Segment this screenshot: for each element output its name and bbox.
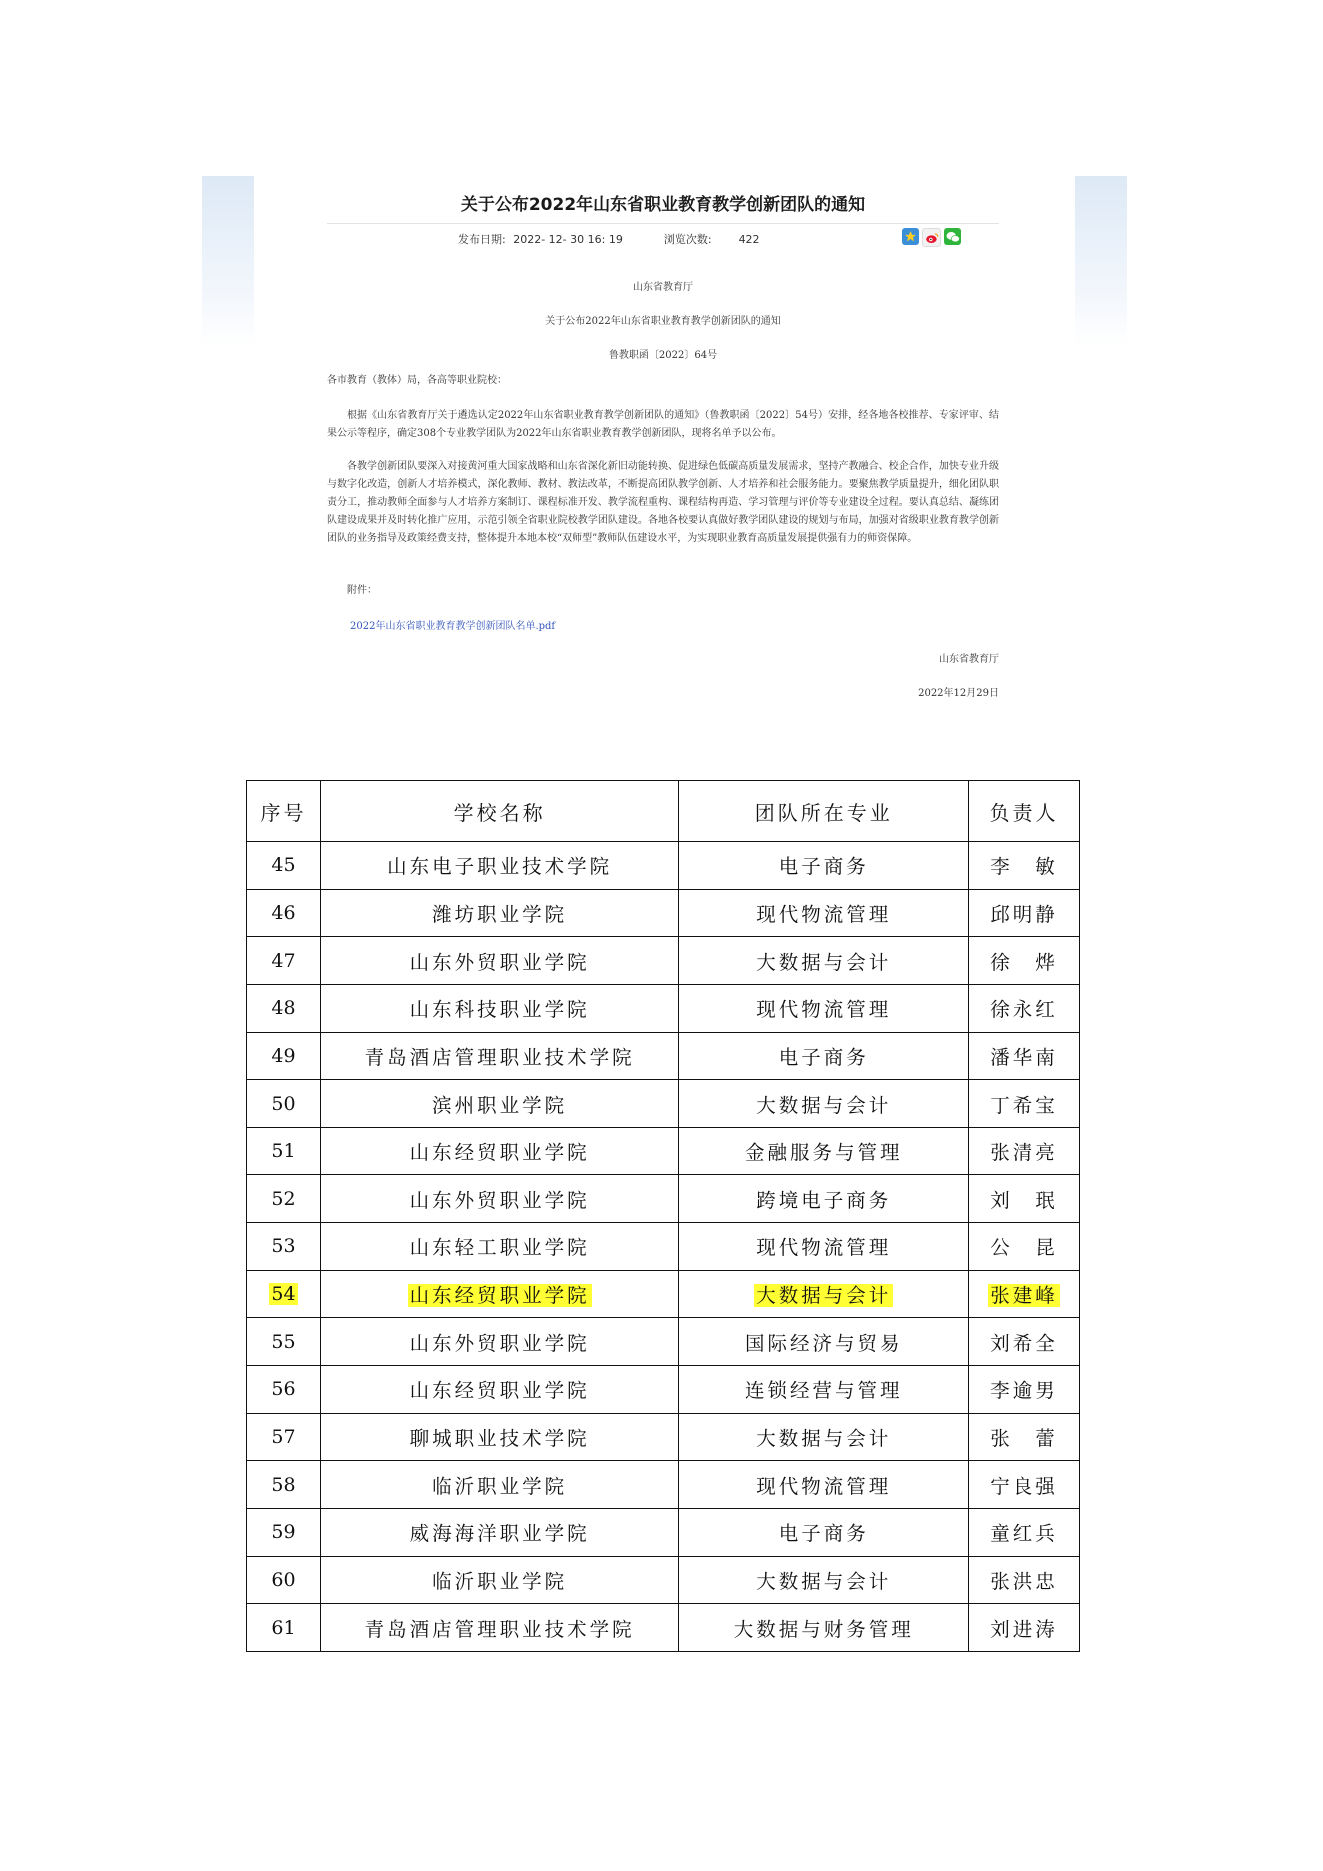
highlight-mark: 张建峰 <box>990 1284 1058 1308</box>
paragraph-1: 根据《山东省教育厅关于遴选认定2022年山东省职业教育教学创新团队的通知》（鲁教职函〔2022〕54号）安排，经各地各校推荐、专家评审、结果公示等程序，确定308个专业教学团队为2022年山东省职业教育教学创新团队，现将名单予以公布。 <box>327 410 999 439</box>
cell-leader: 张洪忠 <box>969 1556 1080 1604</box>
signature-date: 2022年12月29日 <box>918 688 999 699</box>
cell-leader: 刘进涛 <box>969 1604 1080 1652</box>
cell-leader <box>969 1270 1080 1318</box>
cell-index: 51 <box>247 1127 321 1175</box>
cell-index: 52 <box>247 1175 321 1223</box>
cell-leader: 公 昆 <box>969 1223 1080 1271</box>
table-row <box>247 1032 1080 1080</box>
cell-school: 临沂职业学院 <box>320 1461 679 1509</box>
cell-index: 60 <box>247 1556 321 1604</box>
table-row <box>247 1223 1080 1271</box>
cell-leader: 宁良强 <box>969 1461 1080 1509</box>
publish-date-label: 发布日期: <box>458 233 506 246</box>
cell-major: 现代物流管理 <box>679 984 969 1032</box>
cell-index: 56 <box>247 1366 321 1414</box>
cell-school: 青岛酒店管理职业技术学院 <box>320 1604 679 1652</box>
cell-leader: 张清亮 <box>969 1127 1080 1175</box>
table-header-row <box>247 781 1080 842</box>
cell-index: 59 <box>247 1508 321 1556</box>
header-index: 序号 <box>247 781 321 842</box>
cell-school: 山东轻工职业学院 <box>320 1223 679 1271</box>
cell-school: 山东外贸职业学院 <box>320 1318 679 1366</box>
cell-school: 潍坊职业学院 <box>320 889 679 937</box>
notice-subtitle: 关于公布2022年山东省职业教育教学创新团队的通知 <box>545 316 781 327</box>
cell-major: 连锁经营与管理 <box>679 1366 969 1414</box>
cell-index: 50 <box>247 1080 321 1128</box>
cell-school: 山东科技职业学院 <box>320 984 679 1032</box>
cell-index: 45 <box>247 842 321 890</box>
wechat-icon[interactable] <box>944 228 961 245</box>
cell-leader: 刘 珉 <box>969 1175 1080 1223</box>
cell-major: 跨境电子商务 <box>679 1175 969 1223</box>
highlight-mark: 大数据与会计 <box>756 1284 892 1308</box>
table-row <box>247 1413 1080 1461</box>
cell-major: 金融服务与管理 <box>679 1127 969 1175</box>
signature: 山东省教育厅 <box>939 654 999 665</box>
cell-major: 电子商务 <box>679 1508 969 1556</box>
cell-major: 国际经济与贸易 <box>679 1318 969 1366</box>
cell-index: 57 <box>247 1413 321 1461</box>
title-divider <box>327 223 999 224</box>
cell-school: 威海海洋职业学院 <box>320 1508 679 1556</box>
cell-major: 现代物流管理 <box>679 1461 969 1509</box>
salutation: 各市教育（教体）局，各高等职业院校： <box>327 375 507 386</box>
weibo-icon[interactable] <box>922 228 941 247</box>
publish-date: 2022- 12- 30 16: 19 <box>513 233 623 246</box>
attachment-label: 附件： <box>347 585 377 596</box>
cell-school: 山东外贸职业学院 <box>320 937 679 985</box>
cell-leader: 邱明静 <box>969 889 1080 937</box>
attachment-link[interactable]: 2022年山东省职业教育教学创新团队名单.pdf <box>350 621 556 632</box>
table-row <box>247 889 1080 937</box>
cell-leader: 徐永红 <box>969 984 1080 1032</box>
table-row <box>247 1127 1080 1175</box>
cell-leader: 张 蕾 <box>969 1413 1080 1461</box>
cell-index: 61 <box>247 1604 321 1652</box>
header-school: 学校名称 <box>320 781 679 842</box>
article-title: 关于公布2022年山东省职业教育教学创新团队的通知 <box>460 195 866 215</box>
cell-school: 山东电子职业技术学院 <box>320 842 679 890</box>
document-number: 鲁教职函〔2022〕64号 <box>608 350 718 361</box>
highlight-mark: 山东经贸职业学院 <box>409 1284 590 1308</box>
cell-index: 46 <box>247 889 321 937</box>
cell-school: 聊城职业技术学院 <box>320 1413 679 1461</box>
view-count: 422 <box>738 233 760 246</box>
table-row <box>247 1318 1080 1366</box>
cell-leader: 刘希全 <box>969 1318 1080 1366</box>
cell-major: 电子商务 <box>679 1032 969 1080</box>
highlight-mark: 54 <box>271 1283 296 1306</box>
table-row-highlighted <box>247 1270 1080 1318</box>
cell-school: 滨州职业学院 <box>320 1080 679 1128</box>
cell-leader: 徐 烨 <box>969 937 1080 985</box>
table-row <box>247 1461 1080 1509</box>
cell-leader: 潘华南 <box>969 1032 1080 1080</box>
table-row <box>247 937 1080 985</box>
cell-school: 青岛酒店管理职业技术学院 <box>320 1032 679 1080</box>
table-row <box>247 1366 1080 1414</box>
cell-major: 大数据与会计 <box>679 1413 969 1461</box>
cell-leader: 童红兵 <box>969 1508 1080 1556</box>
view-count-label: 浏览次数: <box>663 233 712 246</box>
cell-major: 电子商务 <box>679 842 969 890</box>
table-row <box>247 1508 1080 1556</box>
team-list-table <box>246 780 1080 1652</box>
cell-major: 现代物流管理 <box>679 1223 969 1271</box>
table-row <box>247 1604 1080 1652</box>
cell-index: 55 <box>247 1318 321 1366</box>
cell-school: 山东经贸职业学院 <box>320 1127 679 1175</box>
cell-index: 49 <box>247 1032 321 1080</box>
table-row <box>247 842 1080 890</box>
cell-index: 48 <box>247 984 321 1032</box>
cell-leader: 李逾男 <box>969 1366 1080 1414</box>
cell-school: 临沂职业学院 <box>320 1556 679 1604</box>
issuer-heading: 山东省教育厅 <box>633 282 693 293</box>
cell-major: 大数据与会计 <box>679 937 969 985</box>
cell-index <box>247 1270 321 1318</box>
cell-index: 47 <box>247 937 321 985</box>
cell-index: 58 <box>247 1461 321 1509</box>
cell-major: 现代物流管理 <box>679 889 969 937</box>
cell-index: 53 <box>247 1223 321 1271</box>
share-buttons <box>902 228 961 247</box>
cell-major: 大数据与会计 <box>679 1556 969 1604</box>
cell-leader: 丁希宝 <box>969 1080 1080 1128</box>
cell-major: 大数据与财务管理 <box>679 1604 969 1652</box>
article-meta <box>458 231 764 247</box>
table-row <box>247 984 1080 1032</box>
cell-school: 山东经贸职业学院 <box>320 1366 679 1414</box>
cell-leader: 李 敏 <box>969 842 1080 890</box>
table-row <box>247 1556 1080 1604</box>
paragraph-2: 各教学创新团队要深入对接黄河重大国家战略和山东省深化新旧动能转换、促进绿色低碳高质量发展需求，坚持产教融合、校企合作，加快专业升级与数字化改造，创新人才培养模式，深化教师、教材、教法改革，不断提高团队教学创新、人才培养和社会服务能力。要聚焦教学质量提升，细化团队职责分工，推动教师全面参与人才培养方案制订、课程标准开发、教学流程重构、课程结构再造、学习管理与评价等专业建设全过程。要认真总结、凝练团队建设成果并及时转化推广应用，示范引领全省职业院校教学团队建设。各地各校要认真做好教学团队建设的规划与布局，加强对省级职业教育教学创新团队的业务指导及政策经费支持，整体提升本地本校“双师型”教师队伍建设水平，为实现职业教育高质量发展提供强有力的师资保障。 <box>327 461 999 544</box>
cell-school <box>320 1270 679 1318</box>
favorite-icon[interactable] <box>902 228 919 245</box>
header-leader: 负责人 <box>969 781 1080 842</box>
table-row <box>247 1080 1080 1128</box>
cell-school: 山东外贸职业学院 <box>320 1175 679 1223</box>
table-row <box>247 1175 1080 1223</box>
header-major: 团队所在专业 <box>679 781 969 842</box>
cell-major: 大数据与会计 <box>679 1080 969 1128</box>
cell-major <box>679 1270 969 1318</box>
